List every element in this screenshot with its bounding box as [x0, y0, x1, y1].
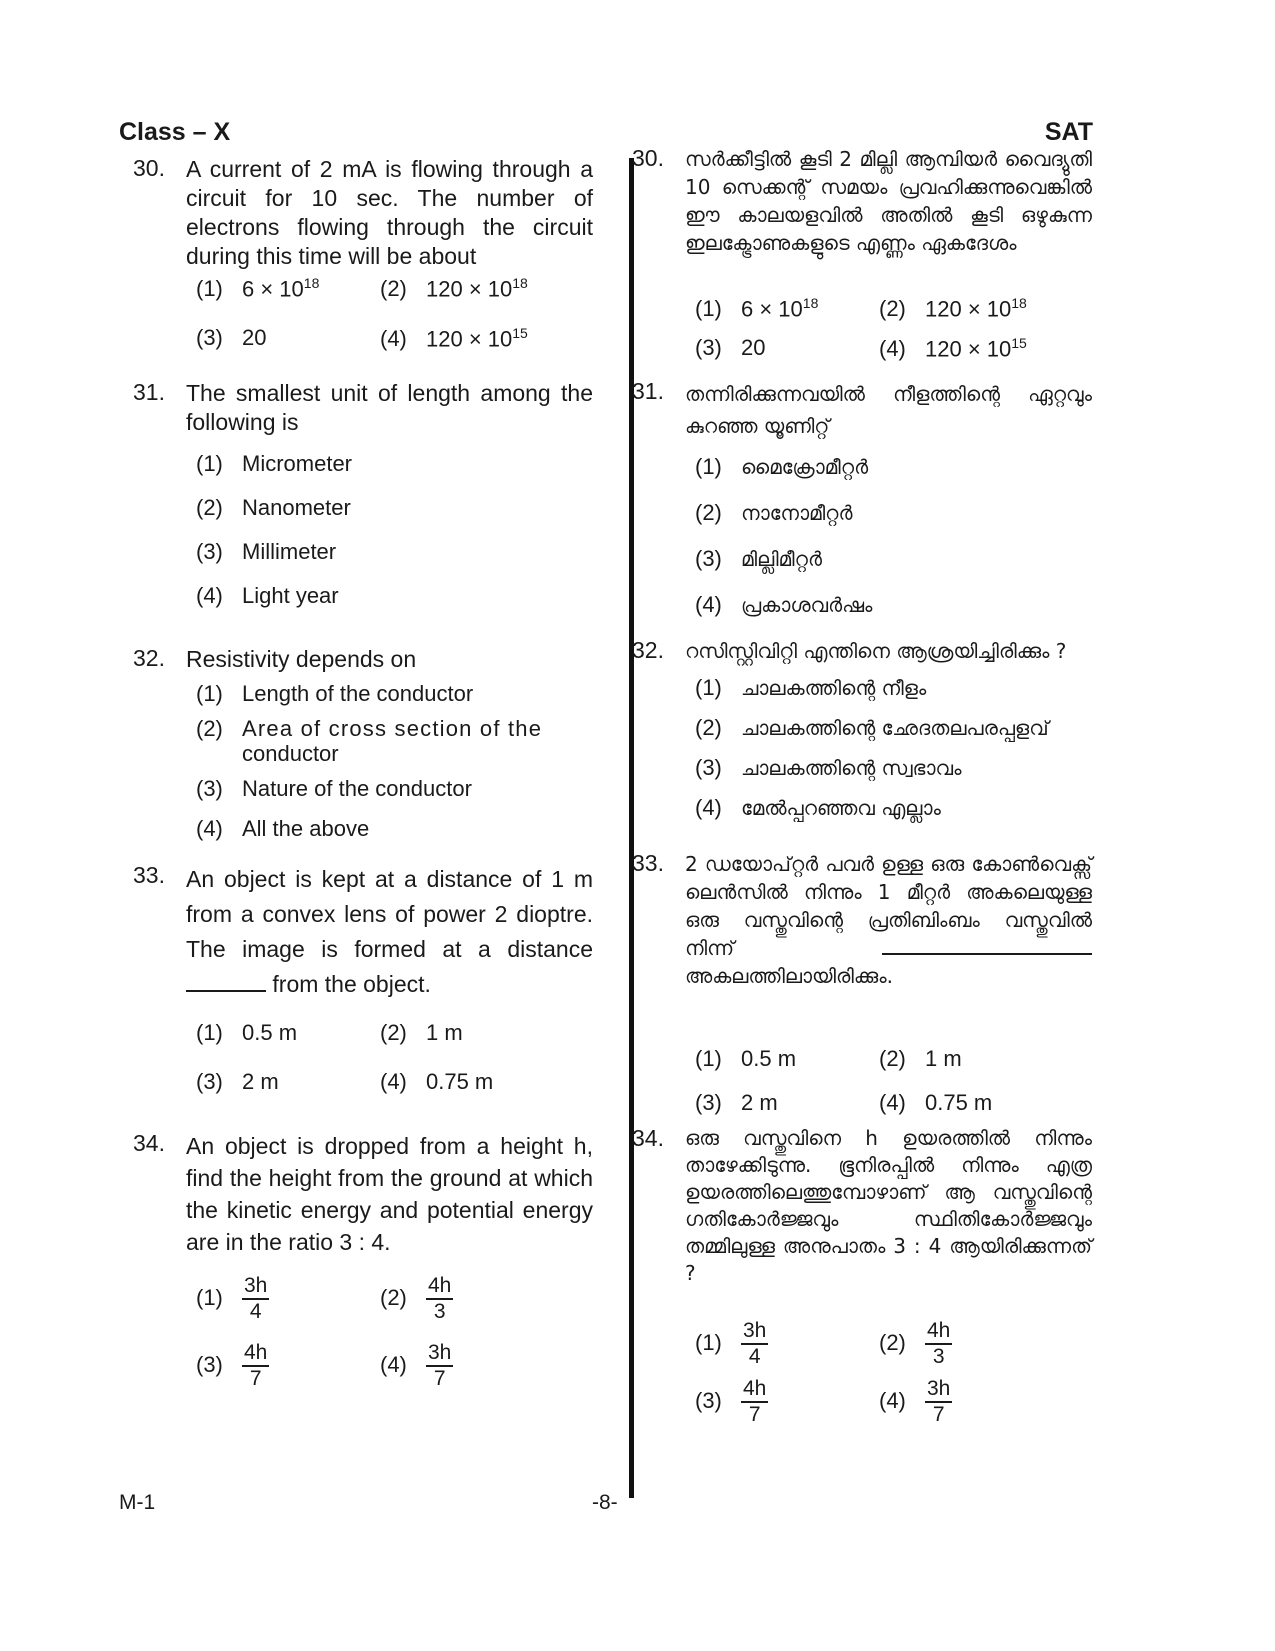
answer-blank: [882, 953, 1092, 955]
option-4: (4) മേൽപ്പറഞ്ഞവ എല്ലാം: [695, 795, 941, 820]
answer-blank: [186, 990, 266, 992]
question-text: റസിസ്റ്റിവിറ്റി എന്തിനെ ആശ്രയിച്ചിരിക്കും ?: [685, 639, 1067, 663]
fraction: $\frac{4h}{7}$: [244, 1341, 268, 1390]
option-2: (2) 1 m: [380, 1020, 463, 1045]
column-divider: [629, 158, 634, 1498]
question-text: തന്നിരിക്കുന്നവയിൽ നീളത്തിന്റെ ഏറ്റവും കുറഞ്ഞ യൂണിറ്റ്: [685, 382, 1092, 438]
option-4: (4) $120 \times 10^{15}$: [380, 325, 528, 352]
question-text: ഒരു വസ്തുവിനെ h ഉയരത്തിൽ നിന്നും താഴേക്കിടുന്നു. ഭൂനിരപ്പിൽ നിന്നും എത്ര ഉയരത്തിലെത്തുമ്പോഴാണ് ആ വസ്തുവിന്റെ ഗതികോർജ്ജവും സ്ഥിതികോർജ്ജവും തമ്മിലുള്ള അനുപാതം 3 : 4 ആയിരിക്കുന്നത് ?: [685, 1126, 1092, 1285]
fraction: $\frac{3h}{7}$: [428, 1341, 452, 1390]
question-number: 34.: [632, 1125, 664, 1151]
question-text: An object is kept at a distance of 1 m from a convex lens of power 2 dioptre. The image is formed at a distance from the object.: [186, 866, 593, 997]
option-1: (1) ചാലകത്തിന്റെ നീളം: [695, 675, 927, 700]
option-4: (4) $120 \times 10^{15}$: [879, 335, 1027, 362]
option-2: (2) $\frac{4h}{3}$: [380, 1274, 452, 1323]
page-number: -8-: [592, 1491, 618, 1514]
option-1: (1) 0.5 m: [695, 1046, 797, 1071]
option-1: (1) മൈക്രോമീറ്റർ: [695, 454, 869, 479]
option-1: (1) $\frac{3h}{4}$: [196, 1274, 268, 1323]
question-text: An object is dropped from a height h, find the height from the ground at which the kinetic energy and potential energy are in the ratio 3 : 4.: [186, 1133, 593, 1255]
option-2: (2) $120 \times 10^{18}$: [380, 275, 528, 302]
option-1: (1) $\frac{3h}{4}$: [695, 1319, 767, 1368]
question-text: 2 ഡയോപ്റ്റർ പവർ ഉള്ള ഒരു കോൺവെക്സ് ലെൻസിൽ നിന്നും 1 മീറ്റർ അകലെയുള്ള ഒരു വസ്തുവിന്റെ പ്രതിബിംബം വസ്തുവിൽ നിന്ന് അകലത്തിലായിരിക്കും.: [685, 852, 1092, 988]
option-3: (3) 2 m: [695, 1090, 778, 1115]
fraction: $\frac{3h}{4}$: [743, 1319, 767, 1368]
option-1: (1) Micrometer: [196, 451, 353, 476]
question-text: Resistivity depends on: [186, 646, 417, 672]
option-1: (1) 0.5 m: [196, 1020, 298, 1045]
option-4: (4) Light year: [196, 583, 339, 608]
question-number: 30.: [133, 155, 165, 181]
question-number: 30.: [632, 145, 664, 171]
question-number: 33.: [133, 862, 165, 888]
option-2: (2) $120 \times 10^{18}$: [879, 295, 1027, 322]
option-2: (2) നാനോമീറ്റർ: [695, 500, 853, 525]
question-number: 32.: [632, 637, 664, 663]
option-3: (3) 20: [196, 325, 267, 350]
question-text: The smallest unit of length among the following is: [186, 380, 593, 435]
option-4: (4) 0.75 m: [380, 1069, 494, 1094]
option-1: (1) $6 \times 10^{18}$: [695, 295, 819, 322]
question-number: 31.: [133, 379, 165, 405]
question-number: 31.: [632, 378, 664, 404]
option-2: (2) Area of cross section of the conductor: [196, 716, 543, 766]
fraction: $\frac{3h}{4}$: [244, 1274, 268, 1323]
option-1: (1) Length of the conductor: [196, 681, 474, 706]
option-2: (2) $\frac{4h}{3}$: [879, 1319, 951, 1368]
option-1: (1) $6 \times 10^{18}$: [196, 275, 320, 302]
fraction: $\frac{4h}{3}$: [927, 1319, 951, 1368]
option-4: (4) പ്രകാശവർഷം: [695, 592, 873, 617]
option-2: (2) Nanometer: [196, 495, 351, 520]
option-3: (3) മില്ലിമീറ്റർ: [695, 546, 822, 571]
option-3: (3) 2 m: [196, 1069, 279, 1094]
question-text: സർക്കീട്ടിൽ കൂടി 2 മില്ലി ആമ്പിയർ വൈദ്യുതി 10 സെക്കന്റ് സമയം പ്രവഹിക്കുന്നുവെങ്കിൽ ഈ കാലയളവിൽ അതിൽ കൂടി ഒഴുകുന്ന ഇലക്ട്രോണുകളുടെ എണ്ണം ഏകദേശം: [685, 147, 1092, 255]
option-2: (2) ചാലകത്തിന്റെ ഛേദതലപരപ്പളവ്: [695, 715, 1049, 740]
option-2: (2) 1 m: [879, 1046, 962, 1071]
option-3: (3) 20: [695, 335, 766, 360]
option-4: (4) 0.75 m: [879, 1090, 993, 1115]
option-3: (3) $\frac{4h}{7}$: [695, 1377, 767, 1426]
option-3: (3) Millimeter: [196, 539, 337, 564]
option-4: (4) $\frac{3h}{7}$: [380, 1341, 452, 1390]
question-number: 34.: [133, 1130, 165, 1156]
option-3: (3) $\frac{4h}{7}$: [196, 1341, 268, 1390]
fraction: $\frac{3h}{7}$: [927, 1377, 951, 1426]
question-number: 32.: [133, 645, 165, 671]
option-3: (3) ചാലകത്തിന്റെ സ്വഭാവം: [695, 755, 962, 780]
fraction: $\frac{4h}{7}$: [743, 1377, 767, 1426]
question-number: 33.: [632, 850, 664, 876]
sat-label: SAT: [1044, 118, 1093, 146]
option-4: (4) All the above: [196, 816, 370, 841]
class-label: Class – X: [119, 118, 231, 146]
option-3: (3) Nature of the conductor: [196, 776, 472, 801]
question-text: A current of 2 mA is flowing through a circuit for 10 sec. The number of electrons flowing through the circuit during this time will be about: [186, 156, 593, 269]
fraction: $\frac{4h}{3}$: [428, 1274, 452, 1323]
option-4: (4) $\frac{3h}{7}$: [879, 1377, 951, 1426]
form-code: M-1: [119, 1491, 156, 1514]
